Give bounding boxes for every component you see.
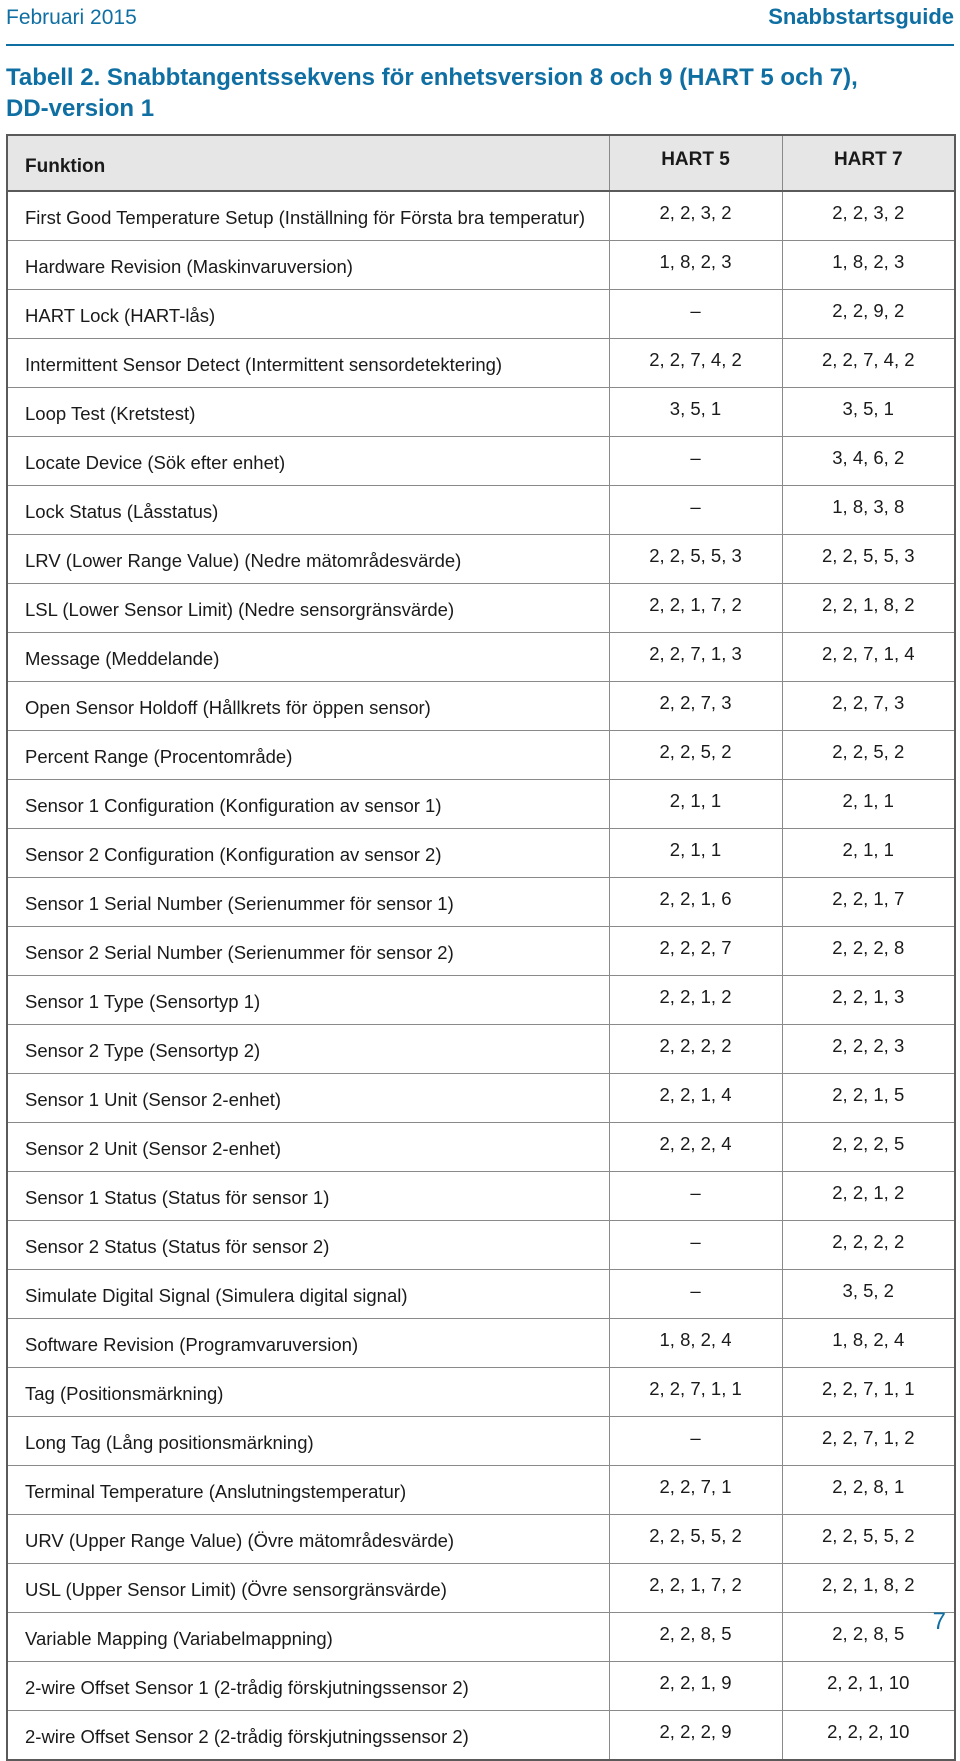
function-cell: USL (Upper Sensor Limit) (Övre sensorgränsvärde) — [7, 1564, 609, 1613]
hart7-sequence-cell: 2, 2, 5, 5, 3 — [782, 535, 955, 584]
hart5-sequence-cell: 2, 2, 3, 2 — [609, 191, 782, 241]
table-row — [7, 1319, 955, 1368]
function-cell: First Good Temperature Setup (Inställning för Första bra temperatur) — [7, 191, 609, 241]
document-guide-title: Snabbstartsguide — [768, 4, 954, 29]
function-cell: Sensor 2 Status (Status för sensor 2) — [7, 1221, 609, 1270]
column-header-hart5: HART 5 — [609, 135, 782, 191]
function-cell: Intermittent Sensor Detect (Intermittent sensordetektering) — [7, 339, 609, 388]
table-row — [7, 633, 955, 682]
function-cell: Sensor 1 Serial Number (Serienummer för sensor 1) — [7, 878, 609, 927]
function-cell: Sensor 2 Configuration (Konfiguration av sensor 2) — [7, 829, 609, 878]
hart5-sequence-cell: 2, 2, 1, 6 — [609, 878, 782, 927]
hart5-sequence-cell: 2, 2, 1, 9 — [609, 1662, 782, 1711]
column-header-hart7: HART 7 — [782, 135, 955, 191]
table-row — [7, 1123, 955, 1172]
table-row — [7, 976, 955, 1025]
hart5-sequence-cell: 2, 1, 1 — [609, 780, 782, 829]
table-row — [7, 731, 955, 780]
hart5-sequence-cell: – — [609, 290, 782, 339]
shortcut-table-container — [6, 134, 954, 1761]
hart7-sequence-cell: 2, 2, 1, 5 — [782, 1074, 955, 1123]
hart7-sequence-cell: 2, 2, 1, 3 — [782, 976, 955, 1025]
hart7-sequence-cell: 2, 2, 8, 1 — [782, 1466, 955, 1515]
hart7-sequence-cell: 3, 5, 1 — [782, 388, 955, 437]
hart5-sequence-cell: 2, 2, 1, 2 — [609, 976, 782, 1025]
function-cell: Sensor 2 Serial Number (Serienummer för sensor 2) — [7, 927, 609, 976]
hart5-sequence-cell: 2, 2, 7, 4, 2 — [609, 339, 782, 388]
function-cell: Sensor 1 Status (Status för sensor 1) — [7, 1172, 609, 1221]
hart7-sequence-cell: 2, 2, 8, 5 — [782, 1613, 955, 1662]
hart5-sequence-cell: 2, 2, 2, 4 — [609, 1123, 782, 1172]
table-row — [7, 339, 955, 388]
table-body — [7, 191, 955, 1760]
function-cell: Long Tag (Lång positionsmärkning) — [7, 1417, 609, 1466]
hart5-sequence-cell: – — [609, 486, 782, 535]
table-row — [7, 388, 955, 437]
hart5-sequence-cell: 3, 5, 1 — [609, 388, 782, 437]
function-cell: HART Lock (HART-lås) — [7, 290, 609, 339]
hart5-sequence-cell: – — [609, 1172, 782, 1221]
function-cell: Terminal Temperature (Anslutningstemperatur) — [7, 1466, 609, 1515]
table-row — [7, 1662, 955, 1711]
hart7-sequence-cell: 2, 2, 7, 1, 1 — [782, 1368, 955, 1417]
table-row — [7, 241, 955, 290]
table-row — [7, 191, 955, 241]
hart7-sequence-cell: 3, 4, 6, 2 — [782, 437, 955, 486]
hart7-sequence-cell: 3, 5, 2 — [782, 1270, 955, 1319]
page-number: 7 — [932, 1608, 946, 1635]
hart5-sequence-cell: – — [609, 437, 782, 486]
hart7-sequence-cell: 2, 2, 7, 1, 4 — [782, 633, 955, 682]
table-title: Tabell 2. Snabbtangentssekvens för enhetsversion 8 och 9 (HART 5 och 7), DD-version 1 — [6, 64, 858, 122]
table-row — [7, 780, 955, 829]
hart5-sequence-cell: – — [609, 1417, 782, 1466]
function-cell: 2-wire Offset Sensor 2 (2-trådig förskjutningssensor 2) — [7, 1711, 609, 1761]
column-header-function: Funktion — [7, 135, 609, 191]
hart7-sequence-cell: 2, 2, 3, 2 — [782, 191, 955, 241]
hart7-sequence-cell: 1, 8, 3, 8 — [782, 486, 955, 535]
hart5-sequence-cell: 2, 2, 7, 1, 1 — [609, 1368, 782, 1417]
function-cell: Loop Test (Kretstest) — [7, 388, 609, 437]
table-row — [7, 1270, 955, 1319]
function-cell: Percent Range (Procentområde) — [7, 731, 609, 780]
hart5-sequence-cell: 2, 2, 1, 4 — [609, 1074, 782, 1123]
hart7-sequence-cell: 1, 8, 2, 4 — [782, 1319, 955, 1368]
hart7-sequence-cell: 2, 2, 1, 2 — [782, 1172, 955, 1221]
hart7-sequence-cell: 2, 2, 9, 2 — [782, 290, 955, 339]
table-row — [7, 878, 955, 927]
hart5-sequence-cell: – — [609, 1221, 782, 1270]
running-header — [6, 0, 954, 46]
hart7-sequence-cell: 2, 2, 2, 3 — [782, 1025, 955, 1074]
function-cell: LSL (Lower Sensor Limit) (Nedre sensorgränsvärde) — [7, 584, 609, 633]
table-row — [7, 1368, 955, 1417]
hart7-sequence-cell: 2, 2, 2, 10 — [782, 1711, 955, 1761]
hart7-sequence-cell: 2, 2, 2, 8 — [782, 927, 955, 976]
hart7-sequence-cell: 2, 2, 7, 4, 2 — [782, 339, 955, 388]
hart7-sequence-cell: 2, 2, 1, 8, 2 — [782, 584, 955, 633]
hart5-sequence-cell: 2, 2, 7, 3 — [609, 682, 782, 731]
function-cell: Open Sensor Holdoff (Hållkrets för öppen sensor) — [7, 682, 609, 731]
hart5-sequence-cell: 2, 2, 7, 1, 3 — [609, 633, 782, 682]
table-row — [7, 486, 955, 535]
table-row — [7, 1711, 955, 1761]
hart7-sequence-cell: 2, 2, 7, 3 — [782, 682, 955, 731]
function-cell: 2-wire Offset Sensor 1 (2-trådig förskjutningssensor 2) — [7, 1662, 609, 1711]
hart5-sequence-cell: 2, 2, 2, 9 — [609, 1711, 782, 1761]
function-cell: Tag (Positionsmärkning) — [7, 1368, 609, 1417]
table-row — [7, 1025, 955, 1074]
function-cell: Hardware Revision (Maskinvaruversion) — [7, 241, 609, 290]
function-cell: Sensor 2 Type (Sensortyp 2) — [7, 1025, 609, 1074]
hart5-sequence-cell: 2, 2, 2, 2 — [609, 1025, 782, 1074]
hart7-sequence-cell: 2, 2, 2, 2 — [782, 1221, 955, 1270]
table-row — [7, 682, 955, 731]
function-cell: Message (Meddelande) — [7, 633, 609, 682]
table-row — [7, 1074, 955, 1123]
hart7-sequence-cell: 1, 8, 2, 3 — [782, 241, 955, 290]
hart7-sequence-cell: 2, 2, 2, 5 — [782, 1123, 955, 1172]
hart7-sequence-cell: 2, 2, 1, 8, 2 — [782, 1564, 955, 1613]
table-row — [7, 1172, 955, 1221]
hart7-sequence-cell: 2, 2, 5, 2 — [782, 731, 955, 780]
function-cell: Sensor 1 Type (Sensortyp 1) — [7, 976, 609, 1025]
table-row — [7, 1564, 955, 1613]
hart7-sequence-cell: 2, 2, 7, 1, 2 — [782, 1417, 955, 1466]
table-row — [7, 1613, 955, 1662]
table-header-row — [7, 135, 955, 191]
table-row — [7, 584, 955, 633]
hart5-sequence-cell: 2, 2, 7, 1 — [609, 1466, 782, 1515]
hart5-sequence-cell: 1, 8, 2, 3 — [609, 241, 782, 290]
function-cell: URV (Upper Range Value) (Övre mätområdesvärde) — [7, 1515, 609, 1564]
table-row — [7, 1221, 955, 1270]
table-row — [7, 1515, 955, 1564]
hart5-sequence-cell: 1, 8, 2, 4 — [609, 1319, 782, 1368]
function-cell: Software Revision (Programvaruversion) — [7, 1319, 609, 1368]
table-row — [7, 290, 955, 339]
table-row — [7, 829, 955, 878]
table-row — [7, 1466, 955, 1515]
table-row — [7, 535, 955, 584]
function-cell: Locate Device (Sök efter enhet) — [7, 437, 609, 486]
hart5-sequence-cell: 2, 2, 5, 2 — [609, 731, 782, 780]
hart7-sequence-cell: 2, 2, 1, 7 — [782, 878, 955, 927]
hart5-sequence-cell: 2, 2, 5, 5, 3 — [609, 535, 782, 584]
hart7-sequence-cell: 2, 2, 5, 5, 2 — [782, 1515, 955, 1564]
hart7-sequence-cell: 2, 2, 1, 10 — [782, 1662, 955, 1711]
function-cell: Lock Status (Låsstatus) — [7, 486, 609, 535]
function-cell: Sensor 1 Configuration (Konfiguration av sensor 1) — [7, 780, 609, 829]
hart5-sequence-cell: – — [609, 1270, 782, 1319]
table-row — [7, 437, 955, 486]
shortcut-table — [6, 134, 956, 1761]
function-cell: Simulate Digital Signal (Simulera digital signal) — [7, 1270, 609, 1319]
function-cell: Sensor 1 Unit (Sensor 2-enhet) — [7, 1074, 609, 1123]
hart5-sequence-cell: 2, 2, 5, 5, 2 — [609, 1515, 782, 1564]
function-cell: LRV (Lower Range Value) (Nedre mätområdesvärde) — [7, 535, 609, 584]
hart7-sequence-cell: 2, 1, 1 — [782, 829, 955, 878]
hart7-sequence-cell: 2, 1, 1 — [782, 780, 955, 829]
table-row — [7, 1417, 955, 1466]
hart5-sequence-cell: 2, 1, 1 — [609, 829, 782, 878]
hart5-sequence-cell: 2, 2, 1, 7, 2 — [609, 1564, 782, 1613]
hart5-sequence-cell: 2, 2, 8, 5 — [609, 1613, 782, 1662]
function-cell: Sensor 2 Unit (Sensor 2-enhet) — [7, 1123, 609, 1172]
hart5-sequence-cell: 2, 2, 1, 7, 2 — [609, 584, 782, 633]
table-row — [7, 927, 955, 976]
function-cell: Variable Mapping (Variabelmappning) — [7, 1613, 609, 1662]
document-date: Februari 2015 — [6, 6, 137, 29]
hart5-sequence-cell: 2, 2, 2, 7 — [609, 927, 782, 976]
